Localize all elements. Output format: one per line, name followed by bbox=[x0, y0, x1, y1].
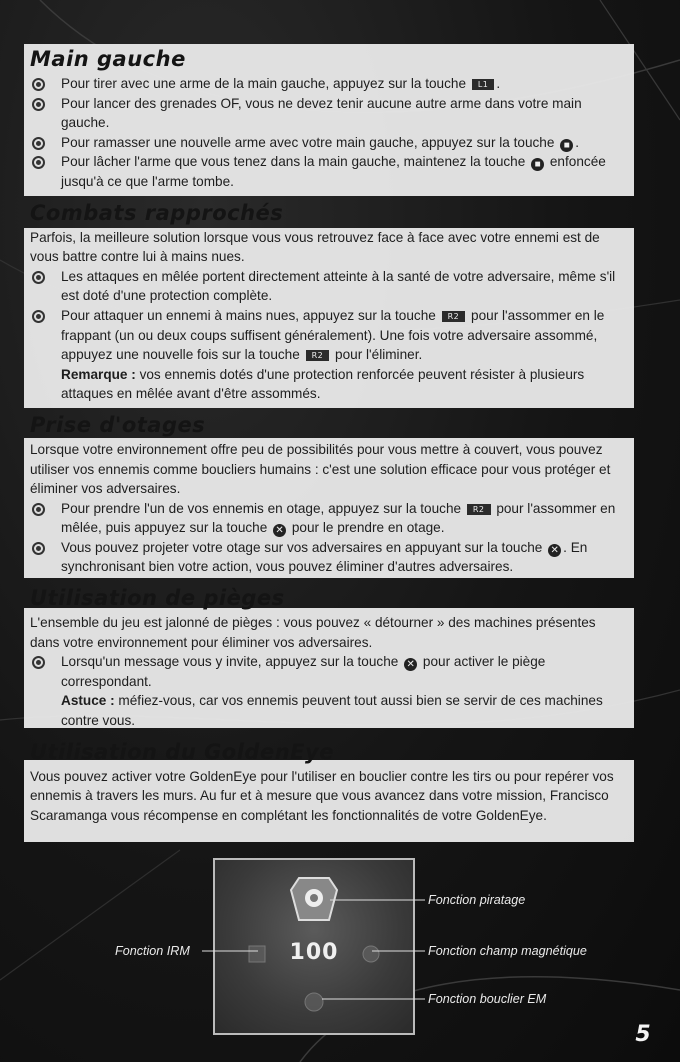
bullet-list bbox=[30, 74, 625, 192]
list-item bbox=[30, 499, 625, 538]
item-text: pour l'assommer en le frappant (un ou deux coups suffisent généralement). Une fois votre adversaire assommé, appuyez une nouvelle fois sur la touche bbox=[61, 307, 605, 363]
square-button-icon: ■ bbox=[560, 139, 573, 152]
section-intro: Vous pouvez activer votre GoldenEye pour l'utiliser en bouclier contre les tirs ou pour repérer vos ennemis à travers les murs. Au fur et à mesure que vous avancez dans votre mission, Francisco Scaramanga vous récompense en complétant les fonctionnalités de votre GoldenEye. bbox=[30, 768, 614, 823]
note-text: vos ennemis dotés d'une protection renforcée peuvent résister à plusieurs attaques en mêlée avant d'être assommés. bbox=[61, 366, 585, 402]
bullet-icon bbox=[32, 98, 45, 111]
list-item bbox=[30, 652, 625, 691]
page-number: 5 bbox=[635, 1022, 651, 1047]
bullet-icon bbox=[32, 310, 45, 323]
list-item bbox=[30, 133, 625, 153]
section-heading: Main gauche bbox=[30, 47, 186, 71]
item-text: Pour ramasser une nouvelle arme avec votre main gauche, appuyez sur la touche bbox=[61, 134, 555, 150]
item-text: . bbox=[575, 134, 579, 150]
cross-button-icon: ✕ bbox=[404, 658, 417, 671]
item-text: Les attaques en mêlée portent directement atteinte à la santé de votre adversaire, même s'il est doté d'une protection complète. bbox=[61, 268, 616, 304]
item-text: Pour lâcher l'arme que vous tenez dans la main gauche, maintenez la touche bbox=[61, 154, 526, 170]
bullet-icon bbox=[32, 78, 45, 91]
section-main-gauche bbox=[30, 44, 625, 192]
item-text: Pour attaquer un ennemi à mains nues, appuyez sur la touche bbox=[61, 307, 436, 323]
callout-magnetic-field: Fonction champ magnétique bbox=[428, 944, 587, 958]
note-text: méfiez-vous, car vos ennemis peuvent tout aussi bien se servir de ces machines contre vous. bbox=[61, 693, 603, 729]
bullet-list bbox=[30, 499, 625, 577]
r2-button-icon: R2 bbox=[306, 350, 330, 361]
item-text: pour activer le piège correspondant. bbox=[61, 654, 546, 689]
section-heading: Utilisation de pièges bbox=[30, 586, 285, 611]
item-text: pour l'assommer en mêlée, puis appuyez sur la touche bbox=[61, 500, 616, 536]
item-text: Vous pouvez projeter votre otage sur vos adversaires en appuyant sur la touche bbox=[61, 539, 543, 555]
callout-irm: Fonction IRM bbox=[115, 944, 190, 958]
r2-button-icon: R2 bbox=[442, 311, 466, 322]
callout-em-shield: Fonction bouclier EM bbox=[428, 992, 547, 1006]
square-button-icon: ■ bbox=[531, 158, 544, 171]
item-text: Pour prendre l'un de vos ennemis en otage, appuyez sur la touche bbox=[61, 500, 462, 516]
bullet-icon bbox=[32, 503, 45, 516]
em-shield-icon bbox=[305, 993, 323, 1011]
list-item bbox=[30, 306, 625, 365]
section-pieges bbox=[30, 583, 625, 731]
goldeneye-hud-screenshot bbox=[213, 858, 415, 1035]
bullet-icon bbox=[32, 137, 45, 150]
bullet-icon bbox=[32, 542, 45, 555]
note-label: Remarque : bbox=[61, 366, 136, 382]
list-item bbox=[30, 74, 625, 94]
cross-button-icon: ✕ bbox=[273, 524, 286, 537]
page-content bbox=[30, 44, 625, 831]
note bbox=[30, 691, 625, 730]
list-item bbox=[30, 538, 625, 577]
list-item bbox=[30, 152, 625, 191]
section-heading: Prise d'otages bbox=[30, 412, 206, 437]
item-text: pour le prendre en otage. bbox=[291, 520, 445, 536]
note-label: Astuce : bbox=[61, 693, 115, 709]
section-prise-otages bbox=[30, 410, 625, 577]
bullet-icon bbox=[32, 271, 45, 284]
note bbox=[30, 365, 625, 404]
bullet-list bbox=[30, 267, 625, 365]
item-text: . En synchronisant bien votre action, vous pouvez éliminer d'autres adversaires. bbox=[61, 539, 588, 575]
hacking-icon bbox=[291, 878, 337, 920]
section-goldeneye bbox=[30, 737, 625, 826]
cross-button-icon: ✕ bbox=[548, 544, 561, 557]
bullet-list bbox=[30, 652, 625, 691]
section-intro: Lorsque votre environnement offre peu de possibilités pour vous mettre à couvert, vous pouvez utiliser vos ennemis comme boucliers humains : c'est une solution efficace pour vous protéger et éliminer vos adversaires. bbox=[30, 441, 611, 497]
section-intro: L'ensemble du jeu est jalonné de pièges : vous pouvez « détourner » des machines présentes dans votre environnement pour éliminer vos adversaires. bbox=[30, 615, 596, 650]
r2-button-icon: R2 bbox=[467, 504, 491, 515]
item-text: Pour tirer avec une arme de la main gauche, appuyez sur la touche bbox=[61, 76, 467, 91]
section-intro: Parfois, la meilleure solution lorsque vous vous retrouvez face à face avec votre ennemi est de vous battre contre lui à mains nues. bbox=[30, 229, 600, 265]
list-item bbox=[30, 267, 625, 306]
list-item bbox=[30, 94, 625, 133]
callout-hacking: Fonction piratage bbox=[428, 893, 526, 907]
item-text: pour l'éliminer. bbox=[335, 347, 423, 363]
hud-value: 100 bbox=[289, 940, 339, 965]
item-text: . bbox=[496, 76, 501, 91]
item-text: Pour lancer des grenades OF, vous ne devez tenir aucune autre arme dans votre main gauche. bbox=[61, 95, 582, 131]
section-heading: Combats rapprochés bbox=[30, 200, 284, 225]
l1-button-icon: L1 bbox=[472, 79, 495, 90]
item-text: Lorsqu'un message vous y invite, appuyez sur la touche bbox=[61, 654, 399, 670]
item-text: enfoncée jusqu'à ce que l'arme tombe. bbox=[61, 154, 606, 189]
section-heading: Utilisation du GoldenEye bbox=[30, 739, 334, 764]
section-combats-rapproches bbox=[30, 198, 625, 404]
bullet-icon bbox=[32, 656, 45, 669]
bullet-icon bbox=[32, 156, 45, 169]
